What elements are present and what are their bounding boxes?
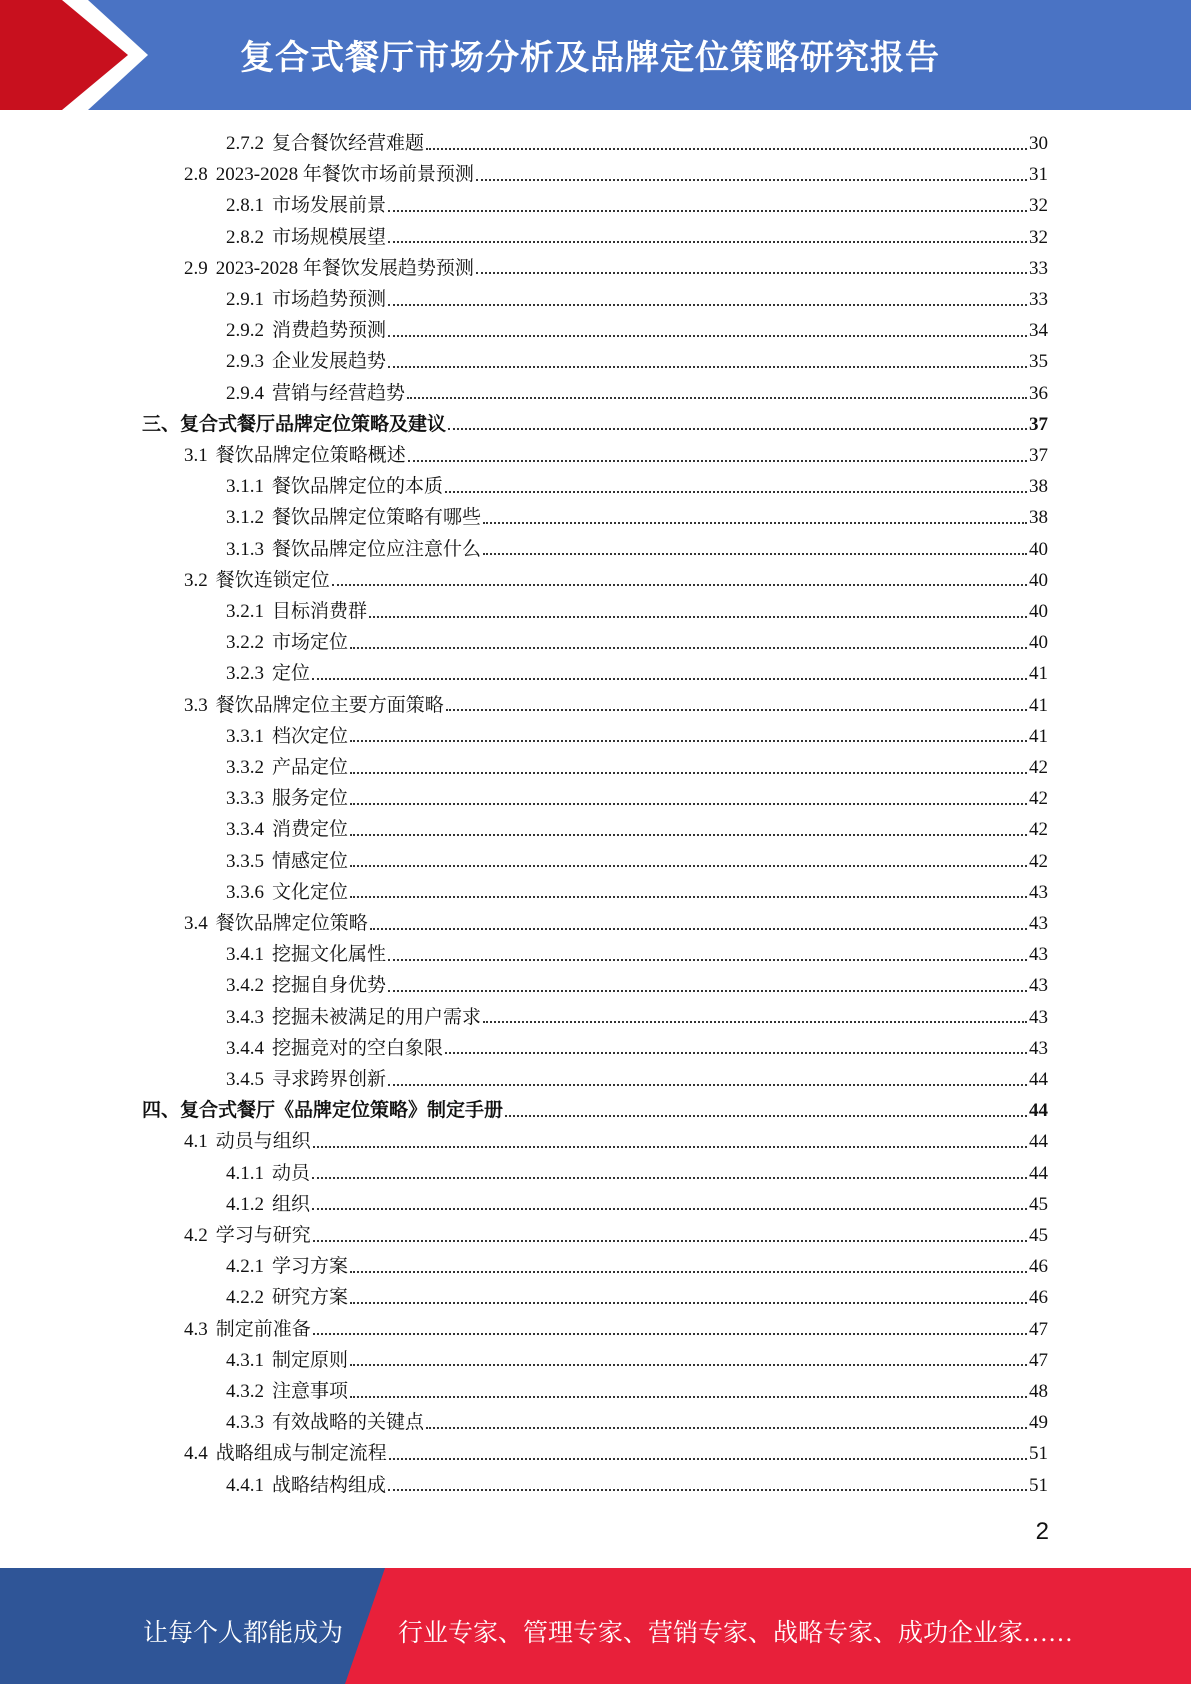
toc-entry-title: 制定原则 [272,1349,349,1371]
toc-entry-page: 41 [1029,694,1048,716]
toc-leader-dots [350,834,1027,836]
toc-entry-title: 学习与研究 [215,1225,311,1246]
toc-leader-dots [448,428,1027,430]
toc-entry[interactable] [184,440,1048,471]
toc-entry-page: 31 [1029,164,1048,186]
toc-entry-number: 2.9.3 [226,351,264,373]
toc-entry-number: 4.4 [184,1443,208,1465]
toc-entry[interactable] [226,1345,1048,1376]
toc-leader-dots [483,1021,1027,1023]
toc-leader-dots [350,1271,1027,1273]
toc-entry-title: 餐饮品牌定位应注意什么 [272,538,482,560]
toc-entry-title: 注意事项 [272,1381,349,1402]
toc-entry-page: 42 [1029,850,1048,872]
toc-entry-number: 3.3.1 [226,725,264,747]
toc-entry-title: 餐饮品牌定位策略概述 [215,445,406,466]
toc-entry-page: 40 [1029,569,1048,591]
toc-entry[interactable] [226,596,1048,627]
toc-entry-title: 2023-2028 年餐饮市场前景预测 [215,164,474,186]
toc-entry-number: 4.3.1 [226,1349,264,1371]
toc-entry-number: 3.3.2 [226,757,264,778]
footer-tagline: 行业专家、管理专家、营销专家、战略专家、成功企业家…… [398,1620,1074,1647]
toc-leader-dots [426,148,1027,150]
toc-entry-title: 组织 [272,1193,311,1215]
toc-entry-title: 档次定位 [272,725,349,747]
toc-entry-page: 40 [1029,538,1048,560]
toc-entry[interactable] [226,1064,1048,1095]
toc-leader-dots [350,1302,1027,1304]
toc-entry[interactable] [184,1220,1048,1251]
toc-entry-title: 营销与经营趋势 [272,382,406,404]
toc-entry[interactable] [142,1095,1048,1126]
toc-leader-dots [312,1177,1027,1179]
toc-leader-dots [445,491,1027,493]
toc-entry-page: 43 [1029,1037,1048,1059]
toc-entry-title: 餐饮品牌定位的本质 [272,476,444,498]
footer-slogan: 让每个人都能成为 [143,1620,344,1647]
toc-entry-page: 46 [1029,1287,1048,1309]
toc-leader-dots [483,522,1027,524]
toc-entry-page: 33 [1029,289,1048,310]
toc-entry-page: 42 [1029,757,1048,778]
toc-leader-dots [388,990,1027,992]
toc-entry-page: 42 [1029,819,1048,841]
toc-entry-page: 47 [1029,1349,1048,1371]
toc-entry-number: 4.2.2 [226,1287,264,1309]
toc-entry-number: 3.1 [184,445,208,466]
toc-entry[interactable] [184,1126,1048,1157]
toc-entry-page: 43 [1029,975,1048,997]
toc-leader-dots [388,1084,1027,1086]
toc-entry[interactable] [226,1002,1048,1033]
toc-entry[interactable] [226,752,1048,783]
toc-entry-title: 寻求跨界创新 [272,1069,387,1090]
toc-entry-number: 4.2.1 [226,1256,264,1278]
toc-entry-number: 3.3 [184,694,208,716]
toc-entry-number: 2.9.1 [226,289,264,310]
toc-entry-number: 4.3 [184,1318,208,1340]
toc-entry-number: 2.9.4 [226,382,264,404]
toc-entry[interactable] [226,1189,1048,1220]
toc-entry-title: 定位 [272,663,311,685]
toc-entry[interactable] [184,565,1048,596]
toc-leader-dots [350,1396,1027,1398]
toc-leader-dots [388,210,1027,212]
toc-entry-page: 41 [1029,663,1048,685]
toc-entry-title: 战略结构组成 [272,1474,387,1496]
toc-entry[interactable] [226,814,1048,845]
toc-entry[interactable] [226,1033,1048,1064]
toc-entry-title: 企业发展趋势 [272,351,387,373]
toc-entry[interactable] [184,159,1048,190]
toc-entry-number: 3.4.3 [226,1006,264,1028]
toc-entry-title: 挖掘竞对的空白象限 [272,1037,444,1059]
toc-entry[interactable] [226,721,1048,752]
toc-entry[interactable] [142,409,1048,440]
toc-leader-dots [388,304,1027,306]
toc-entry[interactable] [184,1314,1048,1345]
toc-leader-dots [350,740,1027,742]
toc-entry[interactable] [226,502,1048,533]
toc-entry-number: 4.1 [184,1131,208,1153]
toc-entry-title: 复合式餐厅《品牌定位策略》制定手册 [180,1100,504,1122]
toc-entry-title: 挖掘未被满足的用户需求 [272,1006,482,1028]
toc-entry-title: 消费定位 [272,819,349,841]
toc-entry-title: 市场规模展望 [272,226,387,248]
toc-leader-dots [408,460,1027,462]
toc-entry-number: 2.9 [184,257,208,279]
toc-entry-number: 3.1.1 [226,476,264,498]
toc-entry-page: 45 [1029,1225,1048,1246]
toc-entry-page: 41 [1029,725,1048,747]
toc-entry-page: 47 [1029,1318,1048,1340]
toc-entry-title: 餐饮连锁定位 [215,569,330,591]
toc-entry-page: 43 [1029,944,1048,966]
toc-entry-page: 37 [1029,445,1048,466]
toc-entry[interactable] [184,1438,1048,1469]
toc-entry[interactable] [226,190,1048,221]
toc-entry-page: 49 [1029,1412,1048,1434]
toc-entry[interactable] [226,627,1048,658]
toc-leader-dots [445,1052,1027,1054]
toc-entry-number: 3.2 [184,569,208,591]
toc-entry-page: 42 [1029,788,1048,810]
toc-entry[interactable] [184,690,1048,721]
toc-entry-number: 4.4.1 [226,1474,264,1496]
toc-leader-dots [312,1208,1027,1210]
toc-leader-dots [476,179,1027,181]
toc-entry-number: 3.3.6 [226,881,264,903]
toc-entry-number: 三、 [142,413,181,435]
toc-entry-page: 36 [1029,382,1048,404]
toc-entry-page: 44 [1029,1069,1048,1090]
toc-leader-dots [332,584,1027,586]
toc-entry-title: 服务定位 [272,788,349,810]
toc-entry-page: 44 [1029,1162,1048,1184]
toc-entry[interactable] [226,222,1048,253]
toc-entry-number: 3.4.4 [226,1037,264,1059]
toc-entry[interactable] [226,939,1048,970]
toc-entry-number: 3.1.3 [226,538,264,560]
toc-leader-dots [313,1146,1027,1148]
toc-leader-dots [313,1333,1027,1335]
toc-leader-dots [388,366,1027,368]
toc-leader-dots [389,1458,1027,1460]
toc-leader-dots [350,803,1027,805]
toc-entry-page: 45 [1029,1193,1048,1215]
toc-leader-dots [388,241,1027,243]
toc-leader-dots [388,1489,1027,1491]
toc-entry-title: 文化定位 [272,881,349,903]
toc-entry-title: 餐饮品牌定位主要方面策略 [215,694,444,716]
toc-entry-page: 32 [1029,195,1048,217]
toc-entry[interactable] [226,1158,1048,1189]
toc-leader-dots [446,709,1027,711]
toc-leader-dots [388,335,1027,337]
toc-entry-title: 市场趋势预测 [272,289,387,310]
toc-entry[interactable] [226,346,1048,377]
toc-entry-number: 4.2 [184,1225,208,1246]
toc-entry-page: 34 [1029,320,1048,342]
toc-entry-page: 51 [1029,1443,1048,1465]
toc-entry-number: 3.4.1 [226,944,264,966]
toc-entry[interactable] [226,1282,1048,1313]
toc-entry[interactable] [226,315,1048,346]
toc-entry[interactable] [226,128,1048,159]
toc-leader-dots [505,1115,1027,1117]
toc-entry-title: 动员与组织 [215,1131,311,1153]
toc-leader-dots [388,959,1027,961]
toc-entry[interactable] [226,534,1048,565]
toc-entry-number: 3.2.2 [226,632,264,654]
toc-entry-page: 30 [1029,133,1048,154]
toc-entry-number: 4.3.2 [226,1381,264,1402]
toc-entry[interactable] [226,783,1048,814]
toc-entry-number: 3.3.4 [226,819,264,841]
toc-entry-page: 51 [1029,1474,1048,1496]
toc-entry-title: 动员 [272,1162,311,1184]
toc-entry-number: 2.7.2 [226,133,264,154]
toc-entry-title: 学习方案 [272,1256,349,1278]
toc-leader-dots [370,928,1027,930]
toc-leader-dots [350,1364,1027,1366]
toc-entry[interactable] [226,471,1048,502]
toc-entry-number: 3.4 [184,913,208,934]
toc-entry-title: 餐饮品牌定位策略有哪些 [272,507,482,529]
toc-entry[interactable] [226,877,1048,908]
toc-entry-number: 3.3.5 [226,850,264,872]
toc-entry-number: 4.1.1 [226,1162,264,1184]
toc-entry-number: 2.8.1 [226,195,264,217]
toc-entry-number: 2.8 [184,164,208,186]
toc-entry[interactable] [226,658,1048,689]
toc-leader-dots [312,678,1027,680]
toc-entry-title: 目标消费群 [272,601,368,622]
toc-entry-title: 有效战略的关键点 [272,1412,425,1434]
toc-entry-title: 挖掘自身优势 [272,975,387,997]
toc-entry-number: 2.8.2 [226,226,264,248]
toc-leader-dots [350,896,1027,898]
toc-entry-title: 战略组成与制定流程 [215,1443,387,1465]
toc-entry-page: 43 [1029,1006,1048,1028]
toc-entry[interactable] [226,1470,1048,1501]
toc-leader-dots [313,1240,1027,1242]
toc-entry-page: 35 [1029,351,1048,373]
toc-leader-dots [350,865,1027,867]
toc-entry-title: 制定前准备 [215,1318,311,1340]
page-number: 2 [1035,1518,1049,1545]
page-header [0,0,1191,110]
toc-entry-title: 市场定位 [272,632,349,654]
toc-entry-page: 46 [1029,1256,1048,1278]
toc-entry-title: 情感定位 [272,850,349,872]
toc-entry-page: 37 [1029,413,1048,435]
toc-entry-title: 2023-2028 年餐饮发展趋势预测 [215,257,474,279]
toc-entry-page: 38 [1029,507,1048,529]
toc-entry-page: 40 [1029,632,1048,654]
toc-entry-number: 2.9.2 [226,320,264,342]
toc-entry-number: 3.3.3 [226,788,264,810]
toc-entry-number: 3.4.2 [226,975,264,997]
toc-entry-number: 四、 [142,1100,181,1122]
toc-entry-page: 40 [1029,601,1048,622]
toc-entry-page: 44 [1029,1100,1048,1122]
toc-entry[interactable] [184,253,1048,284]
toc-entry-page: 48 [1029,1381,1048,1402]
toc-entry-number: 4.3.3 [226,1412,264,1434]
toc-entry[interactable] [226,1376,1048,1407]
toc-entry-number: 3.2.1 [226,601,264,622]
toc-leader-dots [350,772,1027,774]
toc-leader-dots [426,1427,1027,1429]
document-title: 复合式餐厅市场分析及品牌定位策略研究报告 [240,38,940,78]
toc-entry[interactable] [226,846,1048,877]
toc-entry-page: 38 [1029,476,1048,498]
toc-entry[interactable] [226,1407,1048,1438]
toc-entry-page: 32 [1029,226,1048,248]
toc-entry-title: 消费趋势预测 [272,320,387,342]
toc-entry-page: 33 [1029,257,1048,279]
toc-entry[interactable] [184,908,1048,939]
page-footer [0,1568,1191,1684]
toc-entry-number: 3.2.3 [226,663,264,685]
toc-leader-dots [476,272,1027,274]
toc-leader-dots [350,647,1027,649]
toc-entry[interactable] [226,1251,1048,1282]
toc-entry-title: 餐饮品牌定位策略 [215,913,368,934]
toc-entry-page: 44 [1029,1131,1048,1153]
toc-entry-page: 43 [1029,913,1048,934]
toc-entry[interactable] [226,284,1048,315]
toc-entry-title: 产品定位 [272,757,349,778]
toc-entry[interactable] [226,378,1048,409]
toc-entry-number: 3.4.5 [226,1069,264,1090]
toc-leader-dots [483,553,1027,555]
toc-entry-title: 市场发展前景 [272,195,387,217]
toc-entry-title: 复合餐饮经营难题 [272,133,425,154]
toc-entry-title: 挖掘文化属性 [272,944,387,966]
toc-entry-title: 研究方案 [272,1287,349,1309]
toc-entry-title: 复合式餐厅品牌定位策略及建议 [180,413,447,435]
toc-entry-number: 3.1.2 [226,507,264,529]
toc-leader-dots [407,397,1027,399]
toc-entry-number: 4.1.2 [226,1193,264,1215]
toc-entry-page: 43 [1029,881,1048,903]
toc-entry[interactable] [226,970,1048,1001]
toc-leader-dots [369,616,1027,618]
